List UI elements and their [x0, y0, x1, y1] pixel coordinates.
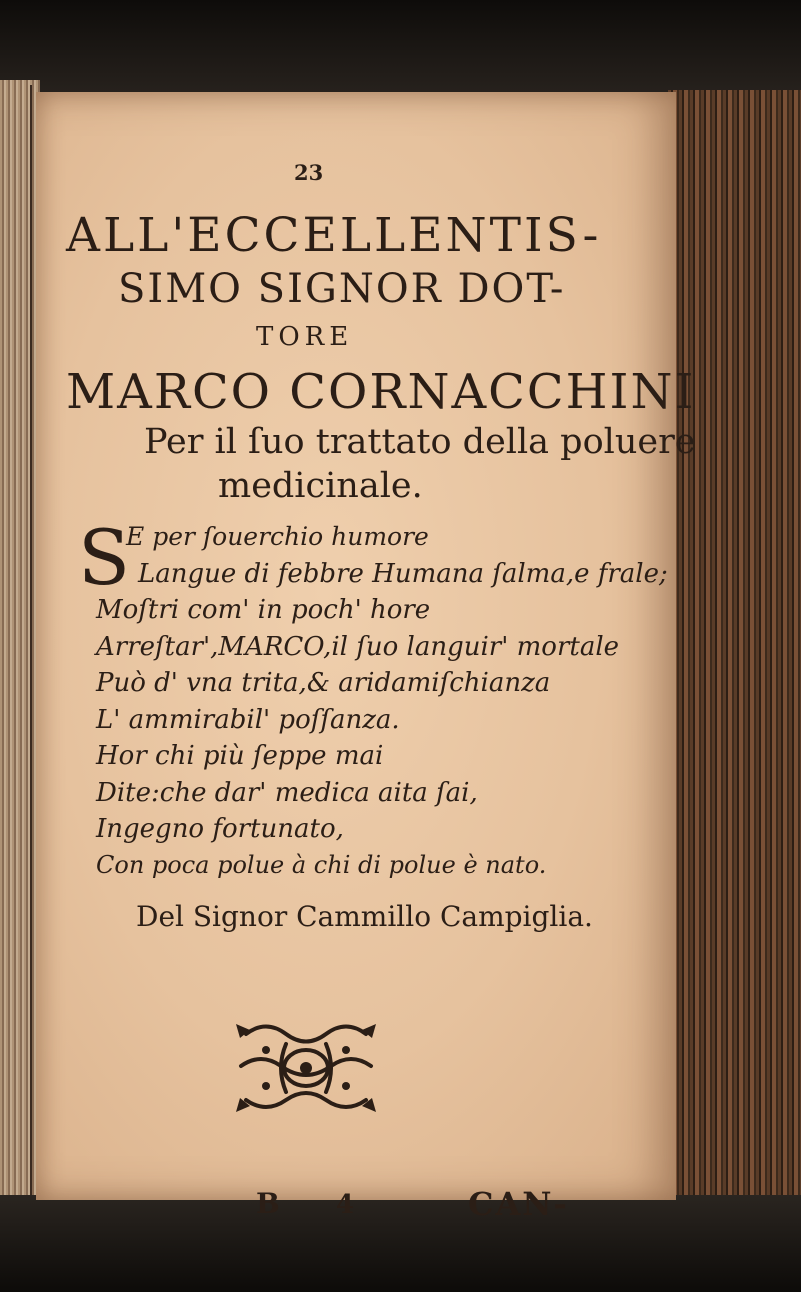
drop-cap: S	[78, 513, 131, 602]
poem-line: E per ſouerchio humore	[126, 522, 429, 551]
signature-mark-letter: B	[256, 1187, 280, 1220]
heading-line-1: ALL'ECCELLENTIS-	[66, 208, 602, 263]
poem-line: Arreſtar',MARCO,il ſuo languir' mortale	[96, 632, 620, 662]
page-stack-right-edge	[668, 90, 801, 1200]
subtitle-line-2: medicinale.	[218, 466, 423, 506]
poem-line: Dite:che dar' medica aita ſai,	[96, 778, 478, 808]
page-number: 23	[294, 160, 324, 185]
poem-line: Ingegno fortunato,	[96, 814, 344, 844]
poem-line: Hor chi più ſeppe mai	[96, 741, 384, 771]
poem-line: Può d' vna trita,& aridamiſchianza	[96, 668, 551, 698]
page-stack-left-edge	[0, 80, 40, 1210]
catchword: CAN-	[468, 1185, 569, 1223]
poem-line: Con poca polue à chi di polue è nato.	[96, 851, 547, 879]
subtitle-line-1: Per il ſuo trattato della poluere	[144, 422, 696, 462]
poem-line: Moſtri com' in poch' hore	[96, 595, 431, 625]
author-attribution: Del Signor Cammillo Campiglia.	[136, 900, 593, 933]
poem-line: L' ammirabil' poſſanza.	[96, 705, 400, 735]
book-page	[36, 92, 696, 1223]
heading-line-4: MARCO CORNACCHINI	[66, 364, 696, 420]
printers-ornament-icon	[226, 1014, 386, 1122]
binding-line	[30, 85, 32, 1205]
heading-line-3: TORE	[256, 322, 354, 352]
poem-line: Langue di febbre Humana ſalma,e frale;	[138, 559, 668, 589]
heading-line-2: SIMO SIGNOR DOT-	[118, 266, 566, 312]
background-bottom	[0, 1195, 801, 1292]
signature-mark-number: 4	[336, 1190, 355, 1220]
